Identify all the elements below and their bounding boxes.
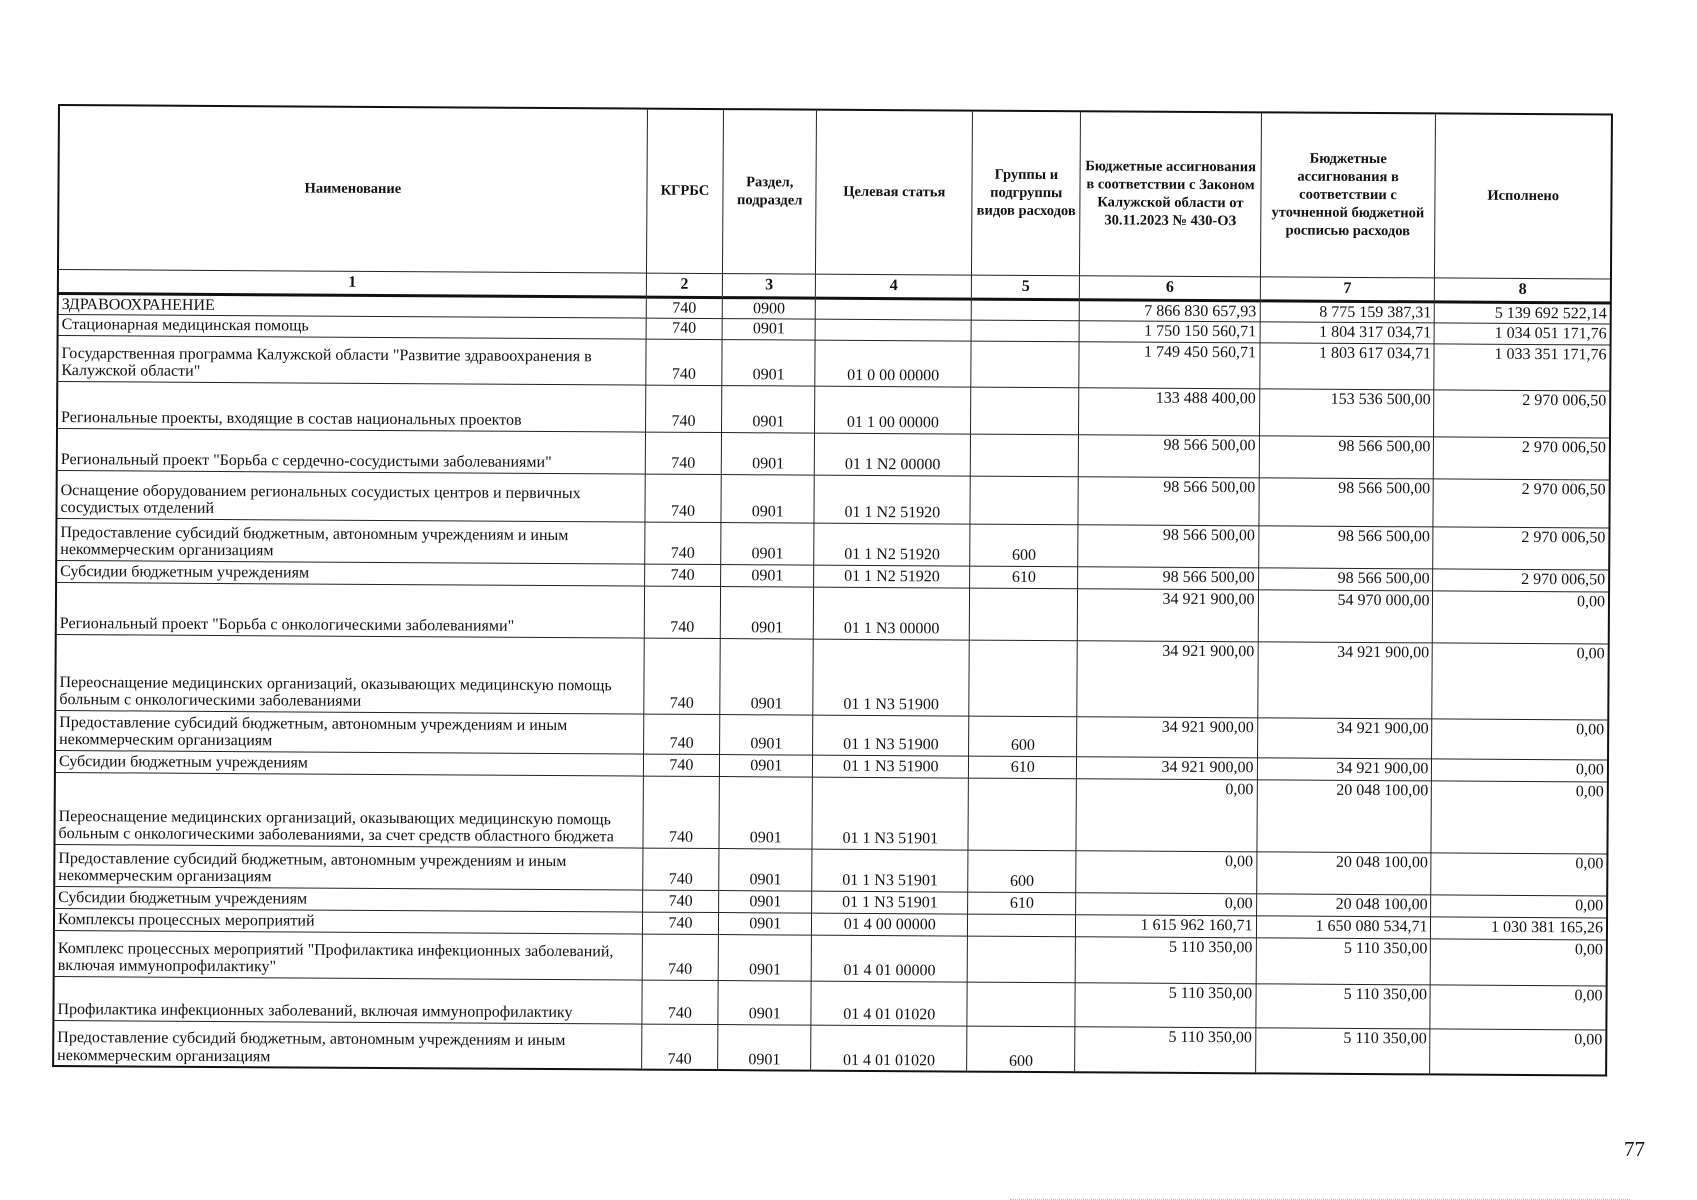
cell-plan-amount: 20 048 100,00 — [1257, 780, 1432, 853]
cell-razdel: 0901 — [722, 385, 816, 433]
cell-executed-amount: 0,00 — [1430, 1029, 1606, 1076]
cell-law-amount: 5 110 350,00 — [1076, 936, 1256, 983]
cell-razdel: 0901 — [719, 890, 812, 913]
col-number: 2 — [646, 273, 722, 297]
cell-law-amount: 34 921 900,00 — [1078, 588, 1259, 641]
col-number: 1 — [58, 269, 646, 297]
cell-target-article: 01 4 01 01020 — [811, 1025, 967, 1072]
cell-plan-amount: 1 803 617 034,71 — [1259, 343, 1434, 390]
cell-expense-group — [970, 434, 1078, 477]
cell-name: Комплексы процессных мероприятий — [54, 908, 642, 934]
cell-expense-group — [971, 320, 1079, 341]
cell-expense-group — [967, 936, 1075, 983]
page-number: 77 — [1624, 1137, 1645, 1161]
cell-law-amount: 5 110 350,00 — [1075, 1026, 1255, 1073]
cell-target-article: 01 1 N3 00000 — [814, 587, 970, 640]
cell-name: Переоснащение медицинских организаций, оказывающих медицинскую помощь больным с онкологическими заболеваниями, за счет средств областного бюджета — [54, 772, 643, 848]
col-header-razdel: Раздел, подраздел — [723, 109, 817, 274]
cell-executed-amount: 2 970 006,50 — [1434, 437, 1610, 480]
cell-razdel: 0901 — [718, 934, 812, 981]
cell-name: Региональные проекты, входящие в состав национальных проектов — [57, 381, 646, 432]
cell-target-article: 01 1 N2 51920 — [814, 523, 970, 566]
cell-name: Региональный проект "Борьба с онкологическими заболеваниями" — [56, 582, 645, 638]
cell-name: Переоснащение медицинских организаций, оказывающих медицинскую помощь больным с онкологическими заболеваниями — [55, 634, 644, 714]
cell-expense-group: 610 — [969, 756, 1077, 779]
cell-razdel: 0901 — [722, 339, 816, 386]
cell-target-article: 01 1 N2 51920 — [814, 565, 970, 588]
cell-law-amount: 98 566 500,00 — [1078, 566, 1258, 589]
cell-name: Предоставление субсидий бюджетным, автономным учреждениям и иным некоммерческим организациям — [53, 1020, 642, 1070]
cell-expense-group: 610 — [970, 566, 1078, 589]
col-number: 6 — [1080, 275, 1260, 300]
cell-razdel: 0901 — [720, 754, 813, 777]
cell-expense-group — [969, 640, 1078, 717]
cell-name: Стационарная медицинская помощь — [58, 315, 646, 339]
cell-target-article — [816, 298, 972, 321]
cell-expense-group — [971, 387, 1079, 435]
cell-law-amount: 34 921 900,00 — [1077, 716, 1257, 757]
cell-law-amount: 34 921 900,00 — [1077, 756, 1257, 779]
cell-target-article: 01 1 N3 51901 — [812, 891, 968, 914]
cell-target-article: 01 4 01 00000 — [812, 935, 968, 982]
cell-executed-amount: 0,00 — [1432, 719, 1608, 760]
cell-name: Субсидии бюджетным учреждениям — [55, 750, 643, 776]
cell-kgrbs: 740 — [643, 848, 720, 890]
col-number: 4 — [816, 274, 972, 299]
cell-kgrbs: 740 — [643, 754, 719, 776]
col-number: 5 — [972, 275, 1080, 300]
cell-name: Комплекс процессных мероприятий "Профилактика инфекционных заболеваний, включая иммунопрофилактику" — [54, 930, 643, 980]
cell-executed-amount: 2 970 006,50 — [1434, 390, 1610, 438]
cell-plan-amount: 54 970 000,00 — [1258, 590, 1433, 643]
cell-kgrbs: 740 — [645, 474, 722, 522]
cell-target-article: 01 1 N3 51900 — [813, 715, 969, 756]
cell-razdel: 0901 — [719, 776, 813, 849]
cell-kgrbs: 740 — [644, 638, 721, 714]
cell-razdel: 0901 — [718, 980, 812, 1025]
cell-law-amount: 98 566 500,00 — [1078, 476, 1258, 525]
cell-executed-amount: 0,00 — [1431, 853, 1607, 896]
cell-expense-group: 610 — [968, 892, 1076, 915]
cell-name: Субсидии бюджетным учреждениям — [54, 886, 642, 912]
table-body — [53, 293, 1611, 1076]
cell-kgrbs: 740 — [643, 776, 720, 848]
cell-law-amount: 7 866 830 657,93 — [1080, 299, 1260, 322]
cell-expense-group — [968, 914, 1076, 937]
cell-law-amount: 98 566 500,00 — [1079, 434, 1259, 477]
cell-executed-amount: 1 033 351 171,76 — [1434, 344, 1610, 391]
cell-expense-group: 600 — [970, 524, 1078, 567]
cell-executed-amount: 1 034 051 171,76 — [1435, 323, 1611, 345]
cell-name: ЗДРАВООХРАНЕНИЕ — [58, 293, 646, 318]
col-header-csr: Целевая статья — [816, 110, 973, 275]
cell-plan-amount: 98 566 500,00 — [1258, 568, 1433, 591]
cell-plan-amount: 1 804 317 034,71 — [1260, 322, 1435, 344]
cell-executed-amount: 0,00 — [1433, 591, 1609, 644]
col-number: 3 — [722, 273, 815, 298]
col-header-kgrbs: КГРБС — [646, 109, 723, 273]
col-header-name: Наименование — [58, 105, 647, 273]
cell-razdel: 0901 — [721, 564, 814, 587]
cell-target-article — [815, 319, 971, 341]
cell-kgrbs: 740 — [644, 586, 721, 638]
cell-expense-group: 600 — [968, 850, 1076, 893]
cell-razdel: 0901 — [720, 638, 814, 715]
cell-razdel: 0901 — [719, 848, 813, 891]
col-number: 7 — [1260, 276, 1435, 301]
cell-kgrbs: 740 — [642, 890, 718, 912]
cell-expense-group — [970, 476, 1078, 525]
cell-razdel: 0901 — [720, 714, 814, 755]
cell-razdel: 0901 — [721, 522, 815, 565]
cell-kgrbs: 740 — [643, 714, 720, 754]
cell-target-article: 01 4 01 01020 — [811, 981, 967, 1026]
col-header-plan: Бюджетные ассигнования в соответствии с уточненной бюджетной росписью расходов — [1260, 112, 1436, 277]
cell-law-amount: 1 749 450 560,71 — [1079, 341, 1259, 388]
cell-razdel: 0901 — [718, 1024, 812, 1071]
cell-kgrbs: 740 — [641, 1024, 718, 1070]
cell-executed-amount: 2 970 006,50 — [1433, 527, 1609, 570]
cell-plan-amount: 34 921 900,00 — [1257, 758, 1432, 781]
table-row — [53, 1020, 1606, 1075]
cell-name: Региональный проект "Борьба с сердечно-сосудистыми заболеваниями" — [57, 428, 646, 474]
col-header-law: Бюджетные ассигнования в соответствии с Законом Калужской области от 30.11.2023 № 430-ОЗ — [1080, 111, 1261, 276]
cell-kgrbs: 740 — [644, 564, 720, 586]
col-header-vr: Группы и подгруппы видов расходов — [972, 111, 1081, 276]
cell-executed-amount: 0,00 — [1431, 781, 1607, 854]
cell-executed-amount: 0,00 — [1432, 759, 1608, 782]
cell-plan-amount: 98 566 500,00 — [1258, 526, 1433, 569]
table-row — [55, 634, 1608, 719]
cell-name: Профилактика инфекционных заболеваний, включая иммунопрофилактику — [53, 976, 642, 1024]
cell-razdel: 0901 — [720, 586, 814, 639]
cell-kgrbs: 740 — [646, 339, 723, 385]
cell-law-amount: 1 750 150 560,71 — [1079, 321, 1259, 343]
cell-plan-amount: 5 110 350,00 — [1255, 1028, 1430, 1075]
cell-target-article: 01 1 N3 51900 — [813, 755, 969, 778]
cell-plan-amount: 34 921 900,00 — [1257, 718, 1432, 759]
cell-razdel: 0901 — [721, 432, 815, 475]
cell-expense-group — [971, 299, 1079, 321]
cell-target-article: 01 1 N3 51900 — [813, 639, 969, 716]
cell-expense-group — [967, 982, 1075, 1027]
cell-razdel: 0900 — [722, 297, 815, 319]
cell-expense-group: 600 — [967, 1026, 1075, 1073]
col-number: 8 — [1435, 277, 1611, 302]
cell-executed-amount: 2 970 006,50 — [1433, 569, 1609, 592]
cell-executed-amount: 2 970 006,50 — [1433, 479, 1609, 528]
cell-law-amount: 1 615 962 160,71 — [1076, 914, 1256, 937]
cell-razdel: 0901 — [722, 319, 815, 340]
cell-name: Оснащение оборудованием региональных сосудистых центров и первичных сосудистых отделений — [56, 470, 645, 522]
cell-name: Предоставление субсидий бюджетным, автономным учреждениям и иным некоммерческим организациям — [54, 844, 643, 890]
cell-law-amount: 0,00 — [1076, 892, 1256, 915]
cell-kgrbs: 740 — [645, 432, 722, 474]
cell-kgrbs: 740 — [646, 297, 722, 319]
cell-expense-group — [969, 588, 1077, 641]
cell-name: Субсидии бюджетным учреждениям — [56, 560, 644, 586]
cell-executed-amount: 0,00 — [1432, 643, 1608, 720]
budget-table — [52, 104, 1613, 1077]
cell-law-amount: 0,00 — [1076, 778, 1257, 851]
cell-law-amount: 5 110 350,00 — [1075, 982, 1255, 1027]
cell-target-article: 01 4 00 00000 — [812, 913, 968, 936]
cell-expense-group — [968, 778, 1077, 851]
cell-kgrbs: 740 — [642, 980, 719, 1024]
cell-kgrbs: 740 — [645, 522, 722, 564]
cell-target-article: 01 1 N3 51901 — [812, 777, 968, 850]
cell-executed-amount: 0,00 — [1431, 939, 1607, 986]
cell-executed-amount: 1 030 381 165,26 — [1431, 917, 1607, 940]
cell-kgrbs: 740 — [642, 934, 719, 980]
cell-plan-amount: 34 921 900,00 — [1257, 642, 1432, 719]
cell-target-article: 01 1 00 00000 — [815, 386, 971, 434]
cell-expense-group — [971, 341, 1079, 388]
cell-target-article: 01 1 N3 51901 — [812, 849, 968, 892]
cell-plan-amount: 20 048 100,00 — [1256, 852, 1431, 895]
cell-name: Предоставление субсидий бюджетным, автономным учреждениям и иным некоммерческим организациям — [55, 710, 644, 754]
cell-plan-amount: 1 650 080 534,71 — [1256, 916, 1431, 939]
cell-plan-amount: 20 048 100,00 — [1256, 894, 1431, 917]
cell-kgrbs: 740 — [645, 385, 722, 432]
cell-kgrbs: 740 — [646, 318, 722, 339]
cell-name: Предоставление субсидий бюджетным, автономным учреждениям и иным некоммерческим организациям — [56, 518, 645, 564]
table-row — [54, 772, 1607, 853]
cell-plan-amount: 5 110 350,00 — [1256, 938, 1431, 985]
header-row — [58, 105, 1612, 278]
cell-law-amount: 98 566 500,00 — [1078, 524, 1258, 567]
document-sheet — [52, 104, 1613, 1077]
cell-razdel: 0901 — [721, 474, 815, 523]
cell-kgrbs: 740 — [642, 912, 718, 934]
cell-executed-amount: 5 139 692 522,14 — [1435, 301, 1611, 324]
table-row — [56, 582, 1609, 643]
cell-law-amount: 133 488 400,00 — [1079, 387, 1259, 435]
cell-executed-amount: 0,00 — [1431, 895, 1607, 918]
cell-plan-amount: 98 566 500,00 — [1259, 478, 1434, 527]
cell-target-article: 01 1 N2 00000 — [815, 433, 971, 476]
cell-plan-amount: 8 775 159 387,31 — [1260, 300, 1435, 323]
cell-target-article: 01 1 N2 51920 — [814, 475, 970, 524]
cell-executed-amount: 0,00 — [1430, 985, 1606, 1030]
cell-plan-amount: 153 536 500,00 — [1259, 389, 1434, 437]
cell-razdel: 0901 — [719, 912, 812, 935]
cell-target-article: 01 0 00 00000 — [815, 340, 971, 387]
cell-law-amount: 34 921 900,00 — [1077, 640, 1258, 717]
cell-name: Государственная программа Калужской области "Развитие здравоохранения в Калужской области" — [57, 335, 646, 385]
cell-plan-amount: 98 566 500,00 — [1259, 436, 1434, 479]
col-header-done: Исполнено — [1435, 113, 1612, 278]
cell-plan-amount: 5 110 350,00 — [1255, 984, 1430, 1029]
cell-expense-group: 600 — [969, 716, 1077, 757]
cell-law-amount: 0,00 — [1076, 850, 1256, 893]
